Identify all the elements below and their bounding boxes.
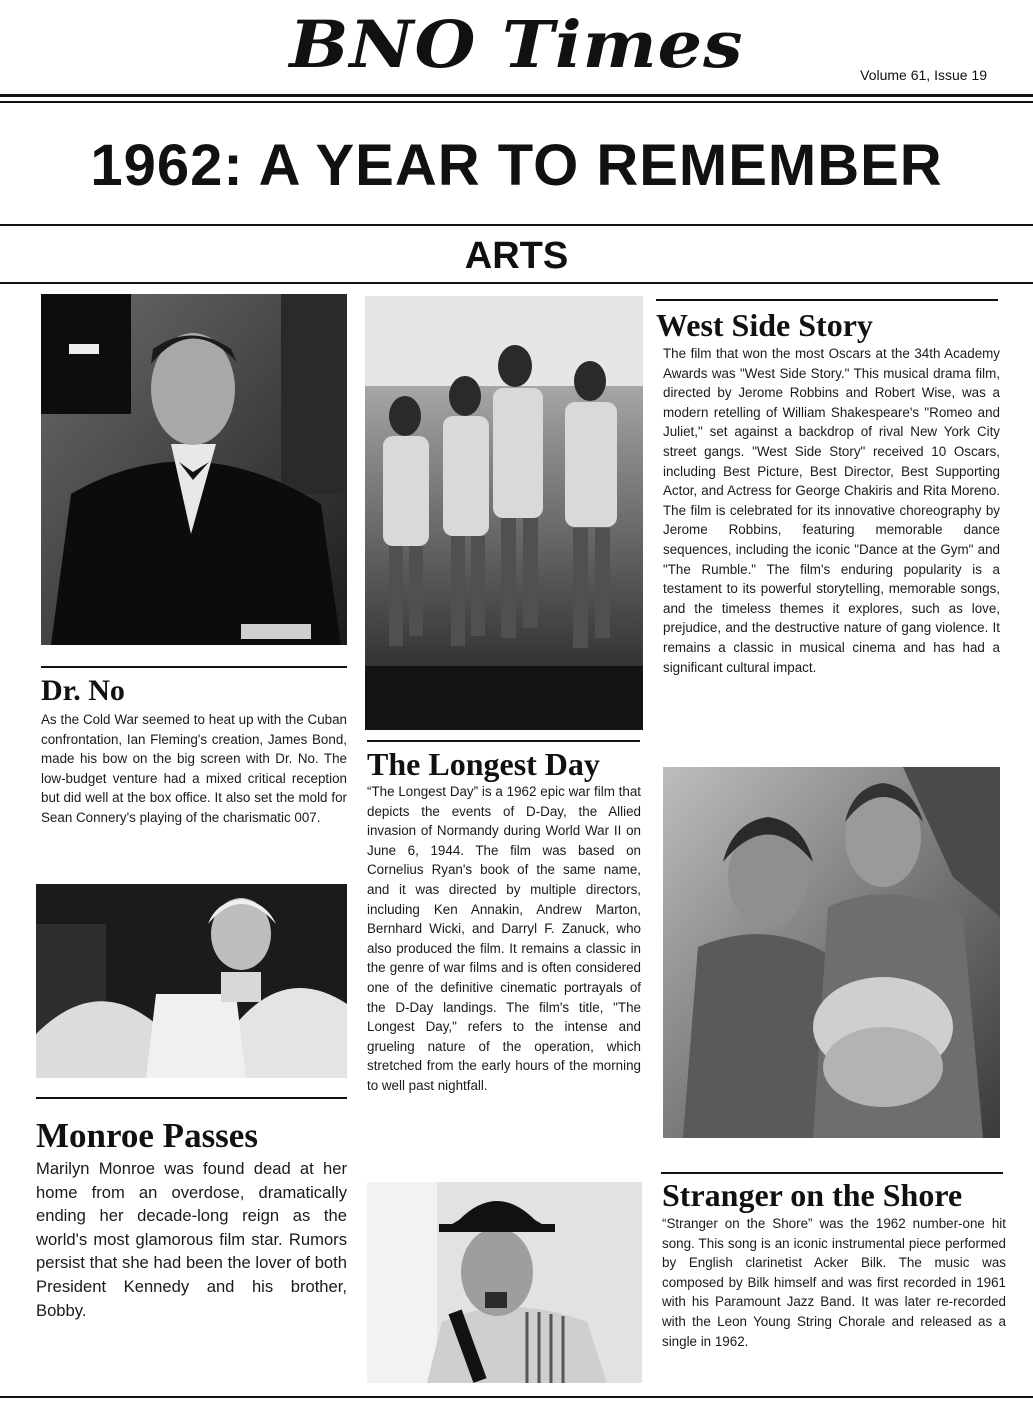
longest-day-photo	[663, 767, 1000, 1138]
longest-day-rule	[367, 740, 640, 742]
masthead-rule-top	[0, 94, 1033, 97]
dr-no-body: As the Cold War seemed to heat up with the Cuban confrontation, Ian Fleming's creation, James Bond, made his bow on the big screen with Dr. No. The low-budget venture had a mixed critical reception but did well at the box office. It also set the mold for Sean Connery's playing of the charismatic 007.	[41, 712, 347, 825]
headline-rule	[0, 224, 1033, 226]
dr-no-title: Dr. No	[41, 674, 125, 707]
west-side-body: The film that won the most Oscars at the 34th Academy Awards was "West Side Story." This musical drama film, directed by Jerome Robbins and Robert Wise, was a modern retelling of William Shakespeare's "Romeo and Juliet," set against a backdrop of rival New York City street gangs. "West Side Story" received 10 Oscars, including Best Picture, Best Director, Best Supporting Actor, and Actress for George Chakiris and Rita Moreno. The film is celebrated for its innovative choreography by Jerome Robbins, featuring memorable dance sequences, including the iconic "Dance at the Gym" and "The Rumble." The film's enduring popularity is a testament to its powerful storytelling, memorable songs, and the timeless themes it explores, such as love, prejudice, and the destructive nature of gang violence. It remains a classic in musical cinema and has had a significant cultural impact.	[663, 346, 1000, 675]
monroe-body: Marilyn Monroe was found dead at her home from an overdose, dramatically ending her decade-long reign as the world's most glamorous film star. Rumors persist that she had been the lover of both President Kennedy and his brother, Bobby.	[36, 1159, 347, 1320]
volume-issue: Volume 61, Issue 19	[860, 67, 987, 83]
monroe-rule	[36, 1097, 347, 1099]
footer-rule	[0, 1396, 1033, 1398]
masthead-title: BNO Times	[289, 6, 744, 83]
stranger-body: “Stranger on the Shore” was the 1962 number-one hit song. This song is an iconic instrumental piece performed by English clarinetist Acker Bilk. The music was composed by Bilk himself and was first recorded in 1961 with his Paramount Jazz Band. It was later re-recorded with the Leon Young String Chorale and released as a single in 1962.	[662, 1216, 1006, 1349]
page-headline: 1962: A YEAR TO REMEMBER	[90, 133, 943, 198]
monroe-title: Monroe Passes	[36, 1116, 258, 1155]
masthead-rule-bottom	[0, 101, 1033, 103]
longest-day-body: “The Longest Day” is a 1962 epic war film that depicts the events of D-Day, the Allied invasion of Normandy during World War II on June 6, 1944. The film was based on Cornelius Ryan's book of the same name, and it was directed by multiple directors, including Ken Annakin, Andrew Marton, Bernhard Wicki, and Darryl F. Zanuck, who also produced the film. It remains a classic in the genre of war films and is often considered one of the definitive cinematic portrayals of the D-Day landings. The film's title, "The Longest Day," refers to the intense and grueling nature of the operation, which stretched from the early hours of the morning to well past nightfall.	[367, 784, 641, 1093]
stranger-on-shore-photo	[367, 1182, 642, 1383]
stranger-title: Stranger on the Shore	[662, 1177, 963, 1213]
section-rule	[0, 282, 1033, 284]
west-side-story-photo	[365, 296, 643, 730]
stranger-rule	[661, 1172, 1003, 1174]
dr-no-photo	[41, 294, 347, 645]
longest-day-title: The Longest Day	[367, 746, 600, 782]
monroe-photo	[36, 884, 347, 1078]
section-title: ARTS	[464, 235, 569, 277]
west-side-rule	[656, 299, 998, 301]
dr-no-rule	[41, 666, 347, 668]
west-side-title: West Side Story	[656, 307, 873, 343]
